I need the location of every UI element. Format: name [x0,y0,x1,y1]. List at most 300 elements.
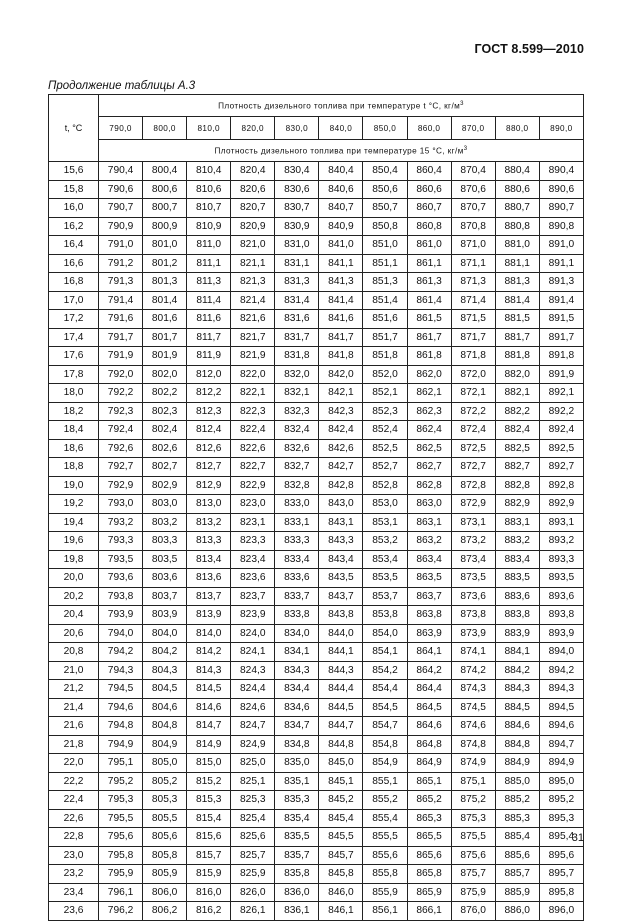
density-cell: 820,9 [231,217,275,236]
density-cell: 803,5 [143,550,187,569]
density-cell: 792,4 [99,421,143,440]
density-cell: 863,7 [407,587,451,606]
table-row [49,846,584,865]
density-cell: 830,7 [275,199,319,218]
density-cell: 795,6 [99,828,143,847]
density-cell: 860,4 [407,162,451,181]
temperature-cell: 23,2 [49,865,99,884]
density-cell: 895,6 [539,846,583,865]
density-cell: 872,9 [451,495,495,514]
density-cell: 875,9 [451,883,495,902]
density-cell: 861,3 [407,273,451,292]
density-column-header: 800,0 [143,117,187,140]
density-cell: 833,1 [275,513,319,532]
density-cell: 813,2 [187,513,231,532]
density-cell: 854,2 [363,661,407,680]
density-cell: 893,5 [539,569,583,588]
table-row [49,236,584,255]
density-cell: 891,3 [539,273,583,292]
table-row [49,754,584,773]
temperature-cell: 21,0 [49,661,99,680]
table-row [49,532,584,551]
density-cell: 875,7 [451,865,495,884]
density-cell: 813,4 [187,550,231,569]
density-cell: 874,2 [451,661,495,680]
temperature-cell: 16,4 [49,236,99,255]
temperature-cell: 18,2 [49,402,99,421]
table-row [49,180,584,199]
density-cell: 852,8 [363,476,407,495]
density-cell: 813,3 [187,532,231,551]
density-cell: 795,5 [99,809,143,828]
density-cell: 852,7 [363,458,407,477]
temperature-cell: 18,0 [49,384,99,403]
density-cell: 791,6 [99,310,143,329]
density-cell: 895,4 [539,828,583,847]
density-cell: 882,2 [495,402,539,421]
density-cell: 882,1 [495,384,539,403]
density-cell: 854,9 [363,754,407,773]
density-cell: 884,6 [495,717,539,736]
density-cell: 874,5 [451,698,495,717]
density-cell: 822,0 [231,365,275,384]
temperature-cell: 16,2 [49,217,99,236]
density-cell: 813,0 [187,495,231,514]
density-cell: 884,3 [495,680,539,699]
density-cell: 790,9 [99,217,143,236]
density-cell: 821,4 [231,291,275,310]
density-cell: 811,6 [187,310,231,329]
density-column-header: 880,0 [495,117,539,140]
density-cell: 841,0 [319,236,363,255]
density-cell: 874,6 [451,717,495,736]
density-cell: 875,2 [451,791,495,810]
temperature-cell: 22,2 [49,772,99,791]
temperature-cell: 21,2 [49,680,99,699]
table-caption: Продолжение таблицы А.3 [48,80,196,92]
density-cell: 890,7 [539,199,583,218]
density-cell: 885,9 [495,883,539,902]
density-cell: 892,2 [539,402,583,421]
density-cell: 855,9 [363,883,407,902]
density-cell: 855,5 [363,828,407,847]
density-cell: 841,3 [319,273,363,292]
table-row [49,273,584,292]
density-cell: 853,5 [363,569,407,588]
table-row [49,421,584,440]
density-cell: 851,8 [363,347,407,366]
density-column-header: 790,0 [99,117,143,140]
density-column-header: 810,0 [187,117,231,140]
density-cell: 881,4 [495,291,539,310]
density-cell: 825,9 [231,865,275,884]
density-cell: 862,8 [407,476,451,495]
table-row [49,902,584,921]
density-cell: 892,1 [539,384,583,403]
density-cell: 861,7 [407,328,451,347]
density-cell: 852,1 [363,384,407,403]
density-cell: 794,5 [99,680,143,699]
density-cell: 882,8 [495,476,539,495]
density-cell: 831,3 [275,273,319,292]
density-cell: 812,2 [187,384,231,403]
density-table-body [49,162,584,921]
density-cell: 870,7 [451,199,495,218]
density-cell: 792,7 [99,458,143,477]
density-cell: 863,2 [407,532,451,551]
density-cell: 882,0 [495,365,539,384]
table-row [49,661,584,680]
table-row [49,365,584,384]
density-cell: 865,9 [407,883,451,902]
density-cell: 813,9 [187,606,231,625]
temperature-cell: 18,4 [49,421,99,440]
density-cell: 815,4 [187,809,231,828]
density-cell: 874,8 [451,735,495,754]
density-cell: 825,3 [231,791,275,810]
density-cell: 864,5 [407,698,451,717]
density-cell: 842,1 [319,384,363,403]
density-cell: 866,1 [407,902,451,921]
density-cell: 812,9 [187,476,231,495]
density-cell: 863,1 [407,513,451,532]
table-row [49,347,584,366]
density-cell: 874,3 [451,680,495,699]
density-cell: 812,3 [187,402,231,421]
standard-number: ГОСТ 8.599—2010 [474,42,584,56]
temperature-cell: 19,8 [49,550,99,569]
density-cell: 884,9 [495,754,539,773]
density-cell: 855,6 [363,846,407,865]
density-cell: 860,6 [407,180,451,199]
density-cell: 850,7 [363,199,407,218]
density-cell: 796,2 [99,902,143,921]
density-cell: 824,1 [231,643,275,662]
density-cell: 863,4 [407,550,451,569]
density-cell: 793,9 [99,606,143,625]
density-cell: 854,7 [363,717,407,736]
density-cell: 875,1 [451,772,495,791]
temperature-cell: 18,6 [49,439,99,458]
density-cell: 791,9 [99,347,143,366]
density-cell: 810,9 [187,217,231,236]
density-cell: 836,1 [275,902,319,921]
density-cell: 845,8 [319,865,363,884]
density-cell: 835,7 [275,846,319,865]
density-cell: 823,7 [231,587,275,606]
density-cell: 821,3 [231,273,275,292]
density-cell: 891,7 [539,328,583,347]
density-cell: 824,9 [231,735,275,754]
density-cell: 860,8 [407,217,451,236]
density-cell: 804,5 [143,680,187,699]
density-cell: 865,3 [407,809,451,828]
density-cell: 840,9 [319,217,363,236]
temperature-cell: 16,0 [49,199,99,218]
density-cell: 833,7 [275,587,319,606]
density-cell: 880,6 [495,180,539,199]
temperature-cell: 17,6 [49,347,99,366]
table-row [49,458,584,477]
density-cell: 853,0 [363,495,407,514]
density-cell: 840,7 [319,199,363,218]
density-cell: 862,5 [407,439,451,458]
density-cell: 801,2 [143,254,187,273]
density-cell: 803,2 [143,513,187,532]
density-cell: 841,7 [319,328,363,347]
temperature-cell: 16,8 [49,273,99,292]
density-cell: 851,7 [363,328,407,347]
table-row [49,772,584,791]
table-row [49,291,584,310]
density-cell: 801,0 [143,236,187,255]
density-column-header: 830,0 [275,117,319,140]
table-row [49,569,584,588]
density-cell: 805,9 [143,865,187,884]
density-cell: 875,5 [451,828,495,847]
density-cell: 824,4 [231,680,275,699]
density-cell: 893,6 [539,587,583,606]
density-column-header: 860,0 [407,117,451,140]
density-cell: 794,2 [99,643,143,662]
density-cell: 873,2 [451,532,495,551]
density-cell: 802,9 [143,476,187,495]
density-cell: 881,5 [495,310,539,329]
density-cell: 894,6 [539,717,583,736]
density-cell: 815,7 [187,846,231,865]
density-cell: 816,2 [187,902,231,921]
temperature-cell: 17,0 [49,291,99,310]
density-cell: 791,3 [99,273,143,292]
density-cell: 891,9 [539,365,583,384]
density-cell: 845,0 [319,754,363,773]
density-cell: 793,6 [99,569,143,588]
density-cell: 803,7 [143,587,187,606]
temperature-cell: 20,6 [49,624,99,643]
density-cell: 820,7 [231,199,275,218]
density-cell: 811,4 [187,291,231,310]
density-table [48,94,584,921]
density-cell: 864,2 [407,661,451,680]
density-cell: 853,2 [363,532,407,551]
density-cell: 792,2 [99,384,143,403]
density-cell: 872,0 [451,365,495,384]
density-cell: 884,5 [495,698,539,717]
density-cell: 834,7 [275,717,319,736]
density-cell: 852,3 [363,402,407,421]
density-cell: 803,3 [143,532,187,551]
table-row [49,162,584,181]
density-cell: 846,0 [319,883,363,902]
density-cell: 864,6 [407,717,451,736]
density-cell: 842,7 [319,458,363,477]
table-row [49,513,584,532]
table-row [49,828,584,847]
density-cell: 806,2 [143,902,187,921]
table-row [49,809,584,828]
density-cell: 882,7 [495,458,539,477]
density-cell: 814,0 [187,624,231,643]
density-cell: 872,1 [451,384,495,403]
temperature-cell: 22,0 [49,754,99,773]
density-cell: 814,9 [187,735,231,754]
density-cell: 813,6 [187,569,231,588]
density-cell: 874,9 [451,754,495,773]
density-cell: 831,7 [275,328,319,347]
temperature-cell: 15,6 [49,162,99,181]
density-cell: 801,3 [143,273,187,292]
density-cell: 861,0 [407,236,451,255]
density-cell: 893,1 [539,513,583,532]
density-cell: 815,3 [187,791,231,810]
density-cell: 824,7 [231,717,275,736]
density-cell: 892,4 [539,421,583,440]
density-cell: 873,8 [451,606,495,625]
temperature-cell: 17,2 [49,310,99,329]
density-cell: 863,0 [407,495,451,514]
density-cell: 855,4 [363,809,407,828]
density-cell: 831,1 [275,254,319,273]
density-cell: 890,4 [539,162,583,181]
density-cell: 884,1 [495,643,539,662]
density-cell: 845,5 [319,828,363,847]
density-cell: 800,7 [143,199,187,218]
density-cell: 834,8 [275,735,319,754]
density-cell: 832,6 [275,439,319,458]
density-cell: 835,5 [275,828,319,847]
density-cell: 805,8 [143,846,187,865]
table-row [49,717,584,736]
density-cell: 871,7 [451,328,495,347]
density-cell: 850,6 [363,180,407,199]
density-cell: 864,9 [407,754,451,773]
density-cell: 880,8 [495,217,539,236]
page-number: 31 [571,832,584,844]
density-cell: 852,4 [363,421,407,440]
density-cell: 826,1 [231,902,275,921]
density-cell: 864,4 [407,680,451,699]
density-cell: 832,8 [275,476,319,495]
density-cell: 836,0 [275,883,319,902]
density-cell: 884,8 [495,735,539,754]
density-cell: 833,0 [275,495,319,514]
density-cell: 865,2 [407,791,451,810]
density-cell: 822,7 [231,458,275,477]
density-cell: 835,8 [275,865,319,884]
density-cell: 870,8 [451,217,495,236]
temperature-cell: 23,6 [49,902,99,921]
density-at-t-header-text: Плотность дизельного топлива при температуре t °C, кг/м [218,101,461,111]
density-cell: 825,0 [231,754,275,773]
density-cell: 844,3 [319,661,363,680]
density-cell: 891,5 [539,310,583,329]
density-cell: 894,0 [539,643,583,662]
density-cell: 864,8 [407,735,451,754]
temperature-cell: 23,4 [49,883,99,902]
density-cell: 880,4 [495,162,539,181]
density-cell: 842,0 [319,365,363,384]
density-cell: 791,7 [99,328,143,347]
density-cell: 865,5 [407,828,451,847]
density-cell: 810,7 [187,199,231,218]
density-cell: 851,4 [363,291,407,310]
temperature-cell: 18,8 [49,458,99,477]
density-cell: 853,7 [363,587,407,606]
density-column-header: 850,0 [363,117,407,140]
density-cell: 804,9 [143,735,187,754]
table-row [49,402,584,421]
density-cell: 792,6 [99,439,143,458]
density-cell: 861,1 [407,254,451,273]
density-cell: 801,4 [143,291,187,310]
density-cell: 892,5 [539,439,583,458]
table-row [49,217,584,236]
density-cell: 821,6 [231,310,275,329]
density-cell: 822,4 [231,421,275,440]
density-cell: 815,2 [187,772,231,791]
density-cell: 812,7 [187,458,231,477]
density-cell: 871,4 [451,291,495,310]
density-cell: 793,8 [99,587,143,606]
density-cell: 870,6 [451,180,495,199]
density-at-t-header [99,95,584,117]
density-cell: 812,4 [187,421,231,440]
density-cell: 862,0 [407,365,451,384]
density-cell: 832,1 [275,384,319,403]
table-row [49,199,584,218]
density-cell: 802,2 [143,384,187,403]
density-cell: 895,3 [539,809,583,828]
density-cell: 873,9 [451,624,495,643]
density-cell: 893,3 [539,550,583,569]
density-cell: 843,8 [319,606,363,625]
density-cell: 821,9 [231,347,275,366]
density-cell: 865,8 [407,865,451,884]
density-cell: 833,3 [275,532,319,551]
density-cell: 803,9 [143,606,187,625]
density-cell: 794,9 [99,735,143,754]
density-cell: 794,6 [99,698,143,717]
density-cell: 886,0 [495,902,539,921]
density-cell: 823,3 [231,532,275,551]
density-cell: 791,0 [99,236,143,255]
density-cell: 822,9 [231,476,275,495]
density-cell: 822,1 [231,384,275,403]
density-cell: 850,4 [363,162,407,181]
density-cell: 881,8 [495,347,539,366]
density-cell: 862,1 [407,384,451,403]
density-cell: 831,6 [275,310,319,329]
table-row [49,550,584,569]
density-cell: 794,3 [99,661,143,680]
density-cell: 890,8 [539,217,583,236]
density-cell: 804,0 [143,624,187,643]
density-cell: 883,6 [495,587,539,606]
density-cell: 851,3 [363,273,407,292]
table-row [49,254,584,273]
density-cell: 835,1 [275,772,319,791]
density-cell: 863,8 [407,606,451,625]
density-cell: 871,1 [451,254,495,273]
density-cell: 810,4 [187,162,231,181]
density-cell: 895,7 [539,865,583,884]
density-cell: 854,8 [363,735,407,754]
density-cell: 844,0 [319,624,363,643]
table-row [49,384,584,403]
density-cell: 792,0 [99,365,143,384]
density-cell: 872,4 [451,421,495,440]
density-cell: 891,8 [539,347,583,366]
